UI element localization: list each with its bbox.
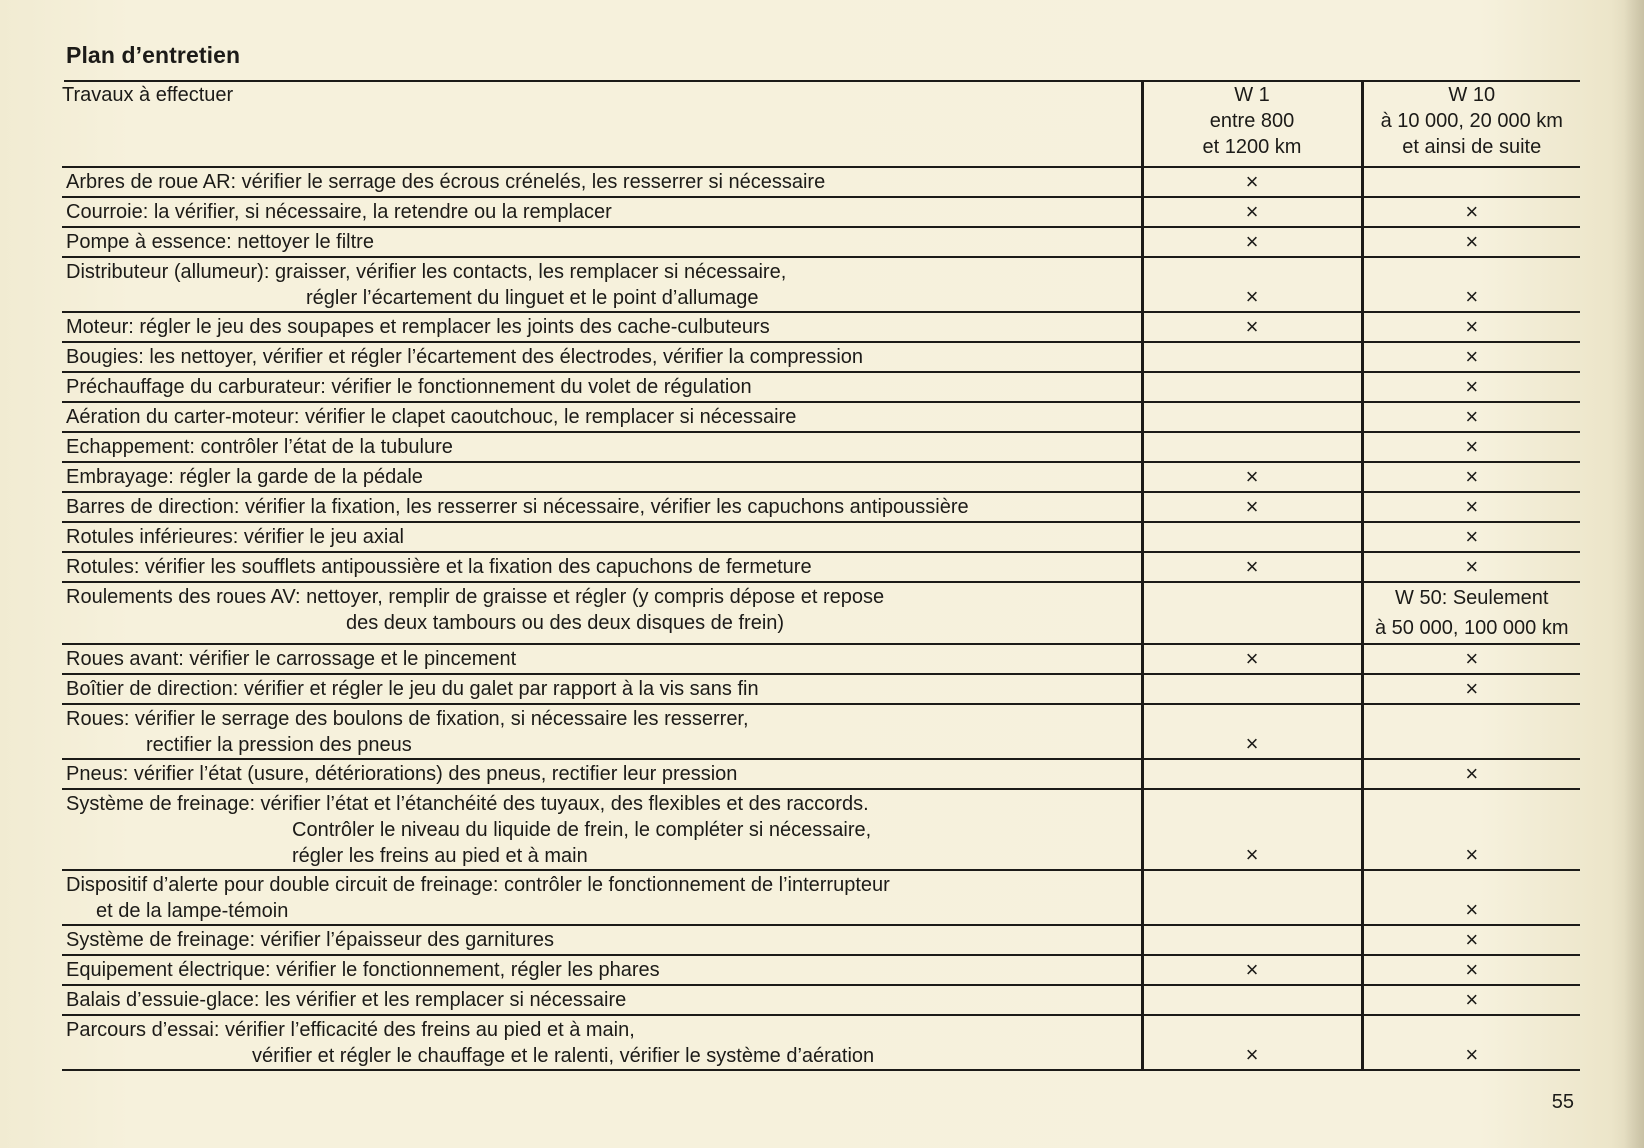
task-text: Echappement: contrôler l’état de la tubulure	[66, 436, 453, 458]
task-text: Roues: vérifier le serrage des boulons de fixation, si nécessaire les resserrer,	[66, 708, 749, 730]
page-fold-shadow	[1624, 0, 1644, 1148]
w1-header-line: et 1200 km	[1202, 136, 1302, 158]
task-cell	[62, 644, 1142, 674]
table-row	[62, 167, 1580, 197]
w10-check-mark: ×	[1362, 955, 1580, 985]
w1-check-mark: ×	[1142, 492, 1362, 522]
w10-check-mark: ×	[1362, 522, 1580, 552]
w10-check-mark: ×	[1362, 372, 1580, 402]
w1-check-mark: ×	[1142, 167, 1362, 197]
w1-check-mark	[1142, 432, 1362, 462]
w50-note-text: W 50: Seulement	[1395, 587, 1549, 609]
table-header-row	[62, 82, 1580, 167]
w10-check-mark: ×	[1362, 227, 1580, 257]
task-text: Rotules: vérifier les soufflets antipoussière et la fixation des capuchons de fermeture	[66, 556, 812, 578]
task-text: Embrayage: régler la garde de la pédale	[66, 466, 423, 488]
w1-check-mark	[1142, 674, 1362, 704]
w1-check-mark: ×	[1142, 197, 1362, 227]
w10-check-mark: ×	[1362, 342, 1580, 372]
w1-check-mark: ×	[1142, 704, 1362, 759]
w1-column-header	[1142, 82, 1362, 167]
w10-check-mark: ×	[1362, 789, 1580, 870]
w10-check-mark: ×	[1362, 644, 1580, 674]
w1-check-mark	[1142, 372, 1362, 402]
task-cell	[62, 197, 1142, 227]
table-row	[62, 1015, 1580, 1070]
w10-check-mark: ×	[1362, 257, 1580, 312]
task-cell	[62, 704, 1142, 759]
w10-check-mark: ×	[1362, 492, 1580, 522]
task-text: Pneus: vérifier l’état (usure, détériorations) des pneus, rectifier leur pression	[66, 763, 738, 785]
task-cell	[62, 552, 1142, 582]
w1-check-mark: ×	[1142, 462, 1362, 492]
table-row	[62, 227, 1580, 257]
table-row	[62, 342, 1580, 372]
table-row	[62, 985, 1580, 1015]
task-text: Système de freinage: vérifier l’état et l’étanchéité des tuyaux, des flexibles et des raccords.	[66, 793, 869, 815]
table-row	[62, 582, 1580, 644]
task-column-header: Travaux à effectuer	[62, 82, 1142, 167]
task-text: Système de freinage: vérifier l’épaisseur des garnitures	[66, 929, 555, 951]
task-text: Balais d’essuie-glace: les vérifier et les remplacer si nécessaire	[66, 989, 627, 1011]
table-row	[62, 644, 1580, 674]
table-row	[62, 925, 1580, 955]
w10-check-mark: ×	[1362, 985, 1580, 1015]
w1-check-mark	[1142, 582, 1362, 644]
table-row	[62, 312, 1580, 342]
task-text: régler l’écartement du linguet et le point d’allumage	[306, 287, 759, 309]
table-row	[62, 522, 1580, 552]
w10-header-line: W 10	[1448, 84, 1496, 106]
w1-check-mark: ×	[1142, 312, 1362, 342]
table-row	[62, 462, 1580, 492]
task-cell	[62, 674, 1142, 704]
task-text: Dispositif d’alerte pour double circuit de freinage: contrôler le fonctionnement de l’interrupteur	[66, 874, 890, 896]
task-cell	[62, 312, 1142, 342]
task-text: des deux tambours ou des deux disques de frein)	[346, 612, 785, 634]
task-text: vérifier et régler le chauffage et le ralenti, vérifier le système d’aération	[252, 1045, 875, 1067]
task-cell	[62, 167, 1142, 197]
task-cell	[62, 1015, 1142, 1070]
w10-header-line: et ainsi de suite	[1402, 136, 1542, 158]
table-row	[62, 552, 1580, 582]
w1-check-mark	[1142, 522, 1362, 552]
w1-check-mark	[1142, 759, 1362, 789]
w10-header-line: à 10 000, 20 000 km	[1380, 110, 1563, 132]
task-text: Pompe à essence: nettoyer le filtre	[66, 231, 374, 253]
task-text: Courroie: la vérifier, si nécessaire, la retendre ou la remplacer	[66, 201, 612, 223]
w10-check-mark: ×	[1362, 870, 1580, 925]
task-text: Equipement électrique: vérifier le fonctionnement, régler les phares	[66, 959, 660, 981]
w1-check-mark: ×	[1142, 227, 1362, 257]
task-text: Aération du carter-moteur: vérifier le clapet caoutchouc, le remplacer si nécessaire	[66, 406, 797, 428]
task-text: et de la lampe-témoin	[96, 900, 289, 922]
task-text: Barres de direction: vérifier la fixation, les resserrer si nécessaire, vérifier les capuchons antipoussière	[66, 496, 969, 518]
w10-column-header	[1362, 82, 1580, 167]
w1-check-mark	[1142, 342, 1362, 372]
task-text: Parcours d’essai: vérifier l’efficacité des freins au pied et à main,	[66, 1019, 635, 1041]
table-row	[62, 789, 1580, 870]
table-row	[62, 432, 1580, 462]
task-cell	[62, 955, 1142, 985]
task-text: Roulements des roues AV: nettoyer, remplir de graisse et régler (y compris dépose et repose	[66, 586, 885, 608]
w10-check-mark: ×	[1362, 432, 1580, 462]
task-cell	[62, 925, 1142, 955]
table-row	[62, 197, 1580, 227]
page-number: 55	[1551, 1091, 1574, 1113]
w1-check-mark: ×	[1142, 644, 1362, 674]
table-row	[62, 492, 1580, 522]
w1-check-mark: ×	[1142, 789, 1362, 870]
w10-check-mark: ×	[1362, 925, 1580, 955]
task-cell	[62, 789, 1142, 870]
w50-note-text: à 50 000, 100 000 km	[1375, 617, 1569, 639]
task-cell	[62, 462, 1142, 492]
maintenance-table	[62, 82, 1580, 1071]
task-cell	[62, 227, 1142, 257]
w1-header-line: entre 800	[1209, 110, 1295, 132]
table-row	[62, 402, 1580, 432]
task-cell	[62, 342, 1142, 372]
w1-check-mark	[1142, 985, 1362, 1015]
w10-check-mark: ×	[1362, 552, 1580, 582]
w10-note-cell	[1362, 582, 1580, 644]
w1-check-mark	[1142, 870, 1362, 925]
w1-check-mark: ×	[1142, 955, 1362, 985]
task-text: Boîtier de direction: vérifier et régler le jeu du galet par rapport à la vis sans fin	[66, 678, 759, 700]
w10-check-mark	[1362, 704, 1580, 759]
w1-check-mark	[1142, 402, 1362, 432]
task-cell	[62, 372, 1142, 402]
task-cell	[62, 985, 1142, 1015]
task-text: Moteur: régler le jeu des soupapes et remplacer les joints des cache-culbuteurs	[66, 316, 770, 338]
w10-check-mark: ×	[1362, 1015, 1580, 1070]
table-row	[62, 257, 1580, 312]
task-text: rectifier la pression des pneus	[146, 734, 412, 756]
table-row	[62, 955, 1580, 985]
task-text: Roues avant: vérifier le carrossage et le pincement	[66, 648, 517, 670]
w10-check-mark	[1362, 167, 1580, 197]
task-cell	[62, 257, 1142, 312]
w1-check-mark: ×	[1142, 1015, 1362, 1070]
task-text: régler les freins au pied et à main	[292, 845, 588, 867]
w1-header-line: W 1	[1234, 84, 1270, 106]
table-row	[62, 372, 1580, 402]
w1-check-mark: ×	[1142, 552, 1362, 582]
task-text: Contrôler le niveau du liquide de frein, le compléter si nécessaire,	[292, 819, 872, 841]
task-cell	[62, 759, 1142, 789]
task-cell	[62, 432, 1142, 462]
w10-check-mark: ×	[1362, 312, 1580, 342]
table-body	[62, 167, 1580, 1070]
table-row	[62, 704, 1580, 759]
table-row	[62, 759, 1580, 789]
task-text: Rotules inférieures: vérifier le jeu axial	[66, 526, 404, 548]
task-text: Préchauffage du carburateur: vérifier le fonctionnement du volet de régulation	[66, 376, 752, 398]
task-text: Bougies: les nettoyer, vérifier et régler l’écartement des électrodes, vérifier la compression	[66, 346, 864, 368]
w10-check-mark: ×	[1362, 759, 1580, 789]
task-text: Distributeur (allumeur): graisser, vérifier les contacts, les remplacer si nécessaire,	[66, 261, 787, 283]
w10-check-mark: ×	[1362, 674, 1580, 704]
w10-check-mark: ×	[1362, 462, 1580, 492]
task-cell	[62, 402, 1142, 432]
w1-check-mark	[1142, 925, 1362, 955]
task-cell	[62, 870, 1142, 925]
task-cell	[62, 522, 1142, 552]
task-cell	[62, 582, 1142, 644]
task-text: Arbres de roue AR: vérifier le serrage des écrous crénelés, les resserrer si nécessaire	[66, 171, 826, 193]
task-cell	[62, 492, 1142, 522]
table-row	[62, 870, 1580, 925]
w1-check-mark: ×	[1142, 257, 1362, 312]
table-row	[62, 674, 1580, 704]
w10-check-mark: ×	[1362, 402, 1580, 432]
page-title: Plan d’entretien	[66, 42, 241, 68]
w10-check-mark: ×	[1362, 197, 1580, 227]
